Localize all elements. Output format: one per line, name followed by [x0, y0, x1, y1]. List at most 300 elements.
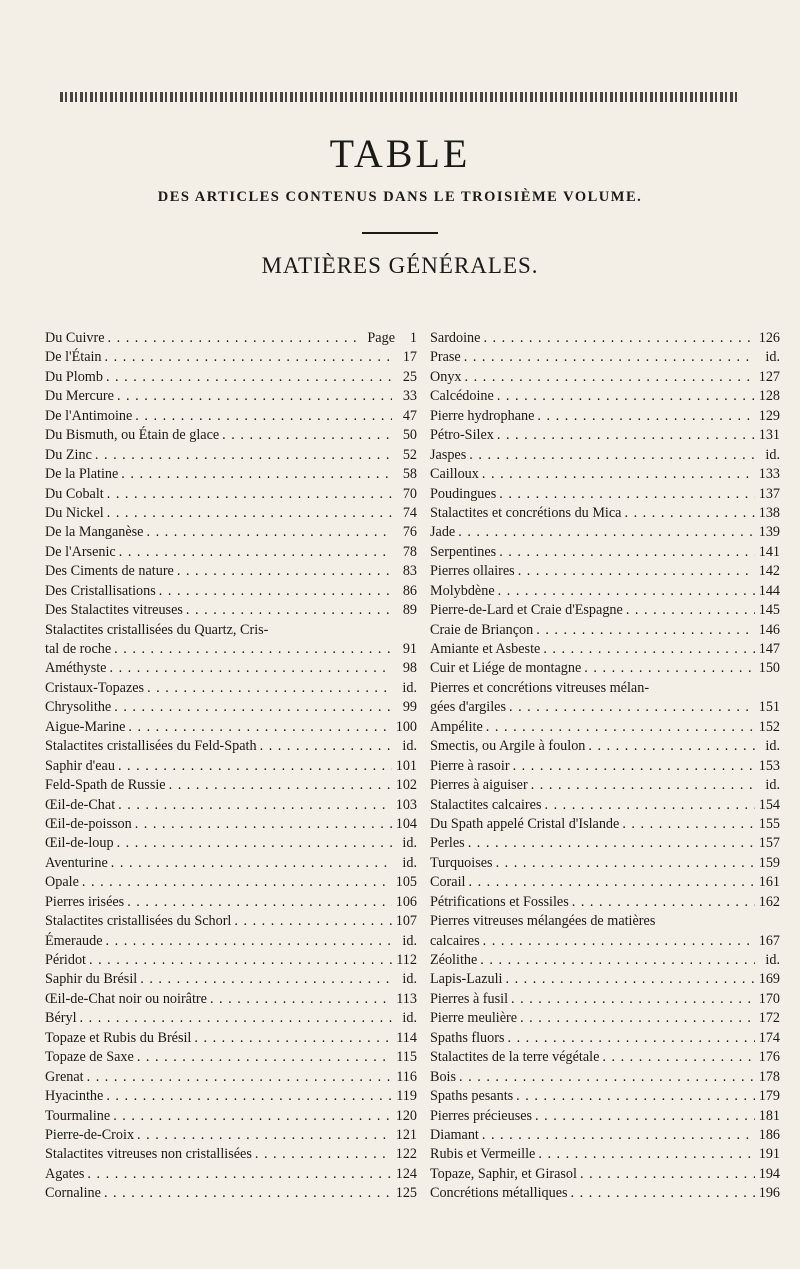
toc-entry-title: Du Cuivre [45, 330, 105, 346]
toc-entry [45, 815, 417, 834]
toc-entry [45, 387, 417, 406]
toc-entry [430, 621, 780, 640]
toc-entry-page: 1 [409, 330, 417, 346]
leader-dots [119, 543, 392, 562]
toc-entry-page: 25 [402, 368, 417, 385]
toc-entry-title: Du Mercure [45, 388, 114, 405]
leader-dots [105, 348, 392, 367]
toc-entry [45, 1145, 417, 1164]
toc-entry-title: De la Platine [45, 466, 119, 483]
leader-dots [135, 407, 392, 426]
toc-entry-title: De l'Étain [45, 349, 102, 366]
leader-dots [121, 465, 392, 484]
toc-entry-page: 91 [402, 641, 417, 657]
toc-entry-page: id. [402, 835, 417, 852]
leader-dots [483, 329, 755, 348]
toc-entry [430, 348, 780, 367]
page-subtitle: DES ARTICLES CONTENUS DANS LE TROISIÈME VOLUME. [157, 189, 643, 205]
toc-entry-title: Topaze de Saxe [45, 1049, 134, 1066]
toc-entry [45, 776, 417, 795]
leader-dots [535, 1107, 755, 1126]
leader-dots [507, 1029, 755, 1048]
toc-entry-page: 115 [396, 1049, 417, 1066]
toc-entry [430, 407, 780, 426]
toc-entry [45, 1029, 417, 1048]
toc-right-column [430, 329, 780, 1204]
leader-dots [80, 1009, 392, 1028]
toc-entry [45, 1107, 417, 1126]
leader-dots [516, 1087, 755, 1106]
leader-dots [468, 873, 755, 892]
toc-entry-page: 114 [396, 1029, 417, 1046]
toc-entry-title: Diamant [430, 1126, 479, 1143]
toc-entry-page: 151 [758, 699, 780, 716]
toc-entry-page: 76 [402, 524, 417, 541]
toc-entry-page: 128 [758, 388, 780, 405]
toc-entry-title: Des Ciments de nature [45, 563, 174, 580]
toc-entry [45, 446, 417, 465]
toc-entry-title: Pierres et concrétions vitreuses mélan- [430, 679, 650, 696]
toc-entry-page: 169 [758, 971, 780, 988]
toc-entry-title: Lapis-Lazuli [430, 971, 503, 988]
toc-entry-page: id. [402, 1010, 417, 1027]
leader-dots [118, 757, 392, 776]
toc-entry-title: Turquoises [430, 854, 493, 871]
toc-entry-title: Des Cristallisations [45, 582, 156, 599]
leader-dots [255, 1145, 392, 1164]
toc-entry [430, 737, 780, 756]
leader-dots [513, 757, 755, 776]
toc-entry-page: 162 [758, 893, 780, 910]
toc-entry-page: 103 [395, 796, 417, 813]
toc-entry-page: id. [765, 349, 780, 366]
toc-entry [430, 1087, 780, 1106]
toc-entry-title: Molybdène [430, 582, 495, 599]
leader-dots [572, 893, 755, 912]
leader-dots [464, 348, 755, 367]
toc-entry-title: De l'Antimoine [45, 407, 133, 424]
toc-entry [45, 796, 417, 815]
leader-dots [95, 446, 392, 465]
toc-entry-page: 104 [395, 815, 417, 832]
toc-entry [45, 1068, 417, 1087]
leader-dots [107, 504, 392, 523]
toc-entry [430, 387, 780, 406]
leader-dots [117, 834, 392, 853]
toc-entry-title: Agates [45, 1165, 85, 1182]
toc-entry-title: Du Spath appelé Cristal d'Islande [430, 815, 620, 832]
toc-entry-page: 105 [395, 874, 417, 891]
toc-entry-title: Du Nickel [45, 504, 104, 521]
toc-entry [430, 523, 780, 542]
toc-entry [45, 485, 417, 504]
toc-entry-title: Jaspes [430, 446, 467, 463]
toc-entry [45, 582, 417, 601]
toc-entry-title: Pierres irisées [45, 893, 125, 910]
leader-dots [497, 426, 755, 445]
toc-entry-title: Opale [45, 874, 79, 891]
toc-entry [45, 543, 417, 562]
toc-entry [430, 854, 780, 873]
toc-entry-page: 98 [402, 660, 417, 677]
toc-entry-title: Calcédoine [430, 388, 494, 405]
toc-entry [45, 640, 417, 659]
toc-entry-title: Craie de Briançon [430, 621, 534, 638]
toc-entry-title: Perles [430, 835, 465, 852]
leader-dots [458, 523, 755, 542]
toc-entry-title: Onyx [430, 368, 462, 385]
toc-entry [430, 1048, 780, 1067]
toc-entry-page: 178 [758, 1068, 780, 1085]
toc-entry [45, 348, 417, 367]
leader-dots [104, 1184, 392, 1203]
toc-entry-page: 144 [758, 582, 780, 599]
toc-entry-title: Grenat [45, 1068, 84, 1085]
toc-entry-title: Chrysolithe [45, 699, 112, 716]
toc-entry-title: Pierre-de-Lard et Craie d'Espagne [430, 602, 623, 619]
toc-entry-title: Corail [430, 874, 466, 891]
toc-entry-page: 52 [402, 446, 417, 463]
toc-entry-page: 126 [758, 330, 780, 346]
toc-entry-title: Cuir et Liége de montagne [430, 660, 582, 677]
toc-entry-page: id. [402, 738, 417, 755]
leader-dots [468, 834, 755, 853]
leader-dots [544, 796, 755, 815]
toc-entry [45, 932, 417, 951]
leader-dots [531, 776, 755, 795]
toc-entry-title: Du Plomb [45, 368, 103, 385]
toc-entry-page: 116 [396, 1068, 417, 1085]
leader-dots [114, 698, 392, 717]
toc-entry [45, 368, 417, 387]
toc-entry-title: Stalactites cristallisées du Quartz, Cris- [45, 621, 269, 638]
toc-entry-page: 119 [396, 1088, 417, 1105]
toc-entry-title: Smectis, ou Argile à foulon [430, 738, 586, 755]
toc-entry [45, 1184, 417, 1203]
toc-entry [430, 465, 780, 484]
toc-entry [430, 1068, 780, 1087]
toc-entry [430, 796, 780, 815]
toc-entry-page: 124 [395, 1165, 417, 1182]
toc-entry [430, 932, 780, 951]
toc-entry-page: 174 [758, 1029, 780, 1046]
leader-dots [584, 659, 755, 678]
toc-entry-title: Ampélite [430, 718, 483, 735]
toc-entry [430, 815, 780, 834]
toc-entry-page: 194 [758, 1165, 780, 1182]
toc-entry-page: id. [402, 679, 417, 696]
toc-entry-title: gées d'argiles [430, 699, 506, 716]
toc-entry [430, 679, 780, 698]
leader-dots [194, 1029, 392, 1048]
leader-dots [135, 815, 392, 834]
leader-dots [538, 1145, 755, 1164]
leader-dots [571, 1184, 755, 1203]
toc-entry-page: 167 [758, 932, 780, 949]
leader-dots [483, 932, 755, 951]
toc-entry-title: Pierres vitreuses mélangées de matières [430, 913, 656, 930]
leader-dots [469, 446, 755, 465]
toc-entry [430, 543, 780, 562]
toc-entry-title: Stalactites et concrétions du Mica [430, 504, 622, 521]
leader-dots [87, 1068, 392, 1087]
leader-dots [260, 737, 392, 756]
toc-entry [45, 679, 417, 698]
toc-entry-title: Pierre à rasoir [430, 757, 510, 774]
toc-entry-page: 196 [758, 1185, 780, 1202]
toc-entry-page: 172 [758, 1010, 780, 1027]
leader-dots [113, 1107, 392, 1126]
toc-entry-page: 159 [758, 854, 780, 871]
leader-dots [140, 970, 392, 989]
divider-rule [362, 232, 438, 234]
toc-entry-title: Du Zinc [45, 446, 92, 463]
toc-entry-page: 127 [758, 368, 780, 385]
toc-entry [430, 504, 780, 523]
toc-entry-title: Améthyste [45, 660, 107, 677]
leader-dots [159, 582, 392, 601]
toc-entry [430, 834, 780, 853]
toc-entry [45, 407, 417, 426]
toc-entry-title: Pierre meulière [430, 1010, 518, 1027]
toc-entry-page: 89 [402, 602, 417, 619]
toc-entry-title: Cristaux-Topazes [45, 679, 145, 696]
leader-dots [186, 601, 392, 620]
toc-entry-title: Concrétions métalliques [430, 1185, 568, 1202]
toc-entry-title: Pierre-de-Croix [45, 1126, 135, 1143]
leader-dots [496, 854, 755, 873]
leader-dots [137, 1048, 392, 1067]
toc-entry-title: Œil-de-loup [45, 835, 114, 852]
toc-entry-title: Du Cobalt [45, 485, 104, 502]
toc-entry [45, 1048, 417, 1067]
toc-entry [45, 426, 417, 445]
toc-entry-title: calcaires [430, 932, 480, 949]
toc-entry-page: 155 [758, 815, 780, 832]
leader-dots [210, 990, 392, 1009]
leader-dots [486, 718, 755, 737]
toc-entry-title: Pierres ollaires [430, 563, 515, 580]
toc-entry [45, 621, 417, 640]
leader-dots [518, 562, 755, 581]
toc-entry-page: 137 [758, 485, 780, 502]
leader-dots [509, 698, 755, 717]
toc-entry-page: 170 [758, 990, 780, 1007]
toc-entry [430, 1126, 780, 1145]
toc-entry [430, 1145, 780, 1164]
page-word-label: Page [367, 330, 395, 346]
toc-entry [45, 601, 417, 620]
toc-entry [430, 951, 780, 970]
leader-dots [465, 368, 755, 387]
leader-dots [111, 854, 392, 873]
toc-entry-page: 101 [395, 757, 417, 774]
toc-entry-title: Stalactites cristallisées du Schorl [45, 913, 232, 930]
toc-entry-page: 161 [758, 874, 780, 891]
leader-dots [626, 601, 755, 620]
toc-entry-page: 83 [402, 563, 417, 580]
toc-entry-title: Cornaline [45, 1185, 101, 1202]
toc-entry [430, 873, 780, 892]
toc-entry [430, 582, 780, 601]
leader-dots [588, 737, 755, 756]
toc-entry [45, 465, 417, 484]
toc-entry-page: 150 [758, 660, 780, 677]
toc-entry-title: Pierre hydrophane [430, 407, 535, 424]
toc-entry-page: 47 [402, 407, 417, 424]
leader-dots [128, 718, 392, 737]
toc-entry [45, 873, 417, 892]
toc-entry-page: 120 [395, 1107, 417, 1124]
toc-entry [45, 1087, 417, 1106]
toc-entry-page: 102 [395, 777, 417, 794]
toc-entry-page: 153 [758, 757, 780, 774]
toc-entry [430, 426, 780, 445]
leader-dots [89, 951, 392, 970]
leader-dots [499, 543, 755, 562]
toc-entry-page: 138 [758, 504, 780, 521]
leader-dots [146, 523, 392, 542]
toc-entry [430, 329, 780, 348]
toc-entry-page: 186 [758, 1126, 780, 1143]
toc-entry-title: Serpentines [430, 543, 497, 560]
toc-entry-page: id. [765, 777, 780, 794]
toc-entry-page: id. [402, 854, 417, 871]
leader-dots [114, 640, 392, 659]
toc-entry-page: 112 [396, 952, 417, 968]
toc-entry-title: Pierres à aiguiser [430, 777, 528, 794]
toc-entry-title: Bois [430, 1068, 457, 1085]
toc-entry-title: Prase [430, 349, 461, 366]
toc-entry-page: 157 [758, 835, 780, 852]
toc-entry-page: 74 [402, 504, 417, 521]
toc-entry-page: 33 [402, 388, 417, 405]
leader-dots [108, 329, 361, 348]
toc-entry-title: Sardoine [430, 330, 481, 346]
toc-entry [45, 854, 417, 873]
toc-entry [430, 446, 780, 465]
leader-dots [482, 1126, 755, 1145]
toc-entry-page: 179 [758, 1088, 780, 1105]
page-title: TABLE [329, 131, 471, 176]
toc-entry [430, 601, 780, 620]
toc-entry-page: 58 [402, 466, 417, 483]
toc-entry-title: Pétro-Silex [430, 427, 494, 444]
toc-entry [430, 912, 780, 931]
toc-entry-title: Pétrifications et Fossiles [430, 893, 569, 910]
toc-entry-page: 181 [758, 1107, 780, 1124]
leader-dots [169, 776, 392, 795]
leader-dots [480, 951, 755, 970]
toc-entry [430, 1165, 780, 1184]
toc-entry-title: Cailloux [430, 466, 479, 483]
toc-entry [430, 562, 780, 581]
toc-entry [45, 562, 417, 581]
toc-entry [430, 718, 780, 737]
toc-entry [430, 757, 780, 776]
toc-entry [45, 737, 417, 756]
leader-dots [536, 621, 755, 640]
toc-entry-title: Stalactites vitreuses non cristallisées [45, 1146, 252, 1163]
toc-entry-title: Œil-de-Chat [45, 796, 116, 813]
toc-entry-title: Des Stalactites vitreuses [45, 602, 183, 619]
toc-entry [430, 1107, 780, 1126]
leader-dots [106, 932, 392, 951]
leader-dots [177, 562, 392, 581]
toc-entry-page: 139 [758, 524, 780, 541]
toc-entry-title: Pierres à fusil [430, 990, 509, 1007]
toc-entry-page: 152 [758, 718, 780, 735]
leader-dots [234, 912, 392, 931]
toc-entry-title: Aventurine [45, 854, 108, 871]
decorative-header-band [60, 92, 740, 102]
toc-entry-page: 145 [758, 602, 780, 619]
toc-entry-page: 70 [402, 485, 417, 502]
toc-entry [45, 504, 417, 523]
toc-entry-title: Stalactites calcaires [430, 796, 542, 813]
toc-entry-title: Béryl [45, 1010, 77, 1027]
toc-entry [45, 1126, 417, 1145]
toc-entry-page: 147 [758, 641, 780, 657]
toc-entry-page: 122 [395, 1146, 417, 1163]
toc-entry-title: Zéolithe [430, 952, 478, 968]
leader-dots [147, 679, 392, 698]
leader-dots [106, 368, 392, 387]
toc-entry [45, 834, 417, 853]
toc-entry-title: Topaze, Saphir, et Girasol [430, 1165, 577, 1182]
toc-entry-title: Stalactites de la terre végétale [430, 1049, 600, 1066]
toc-entry-page: id. [765, 952, 780, 968]
leader-dots [118, 796, 392, 815]
toc-entry [430, 990, 780, 1009]
leader-dots [537, 407, 755, 426]
toc-entry [45, 659, 417, 678]
leader-dots [499, 485, 755, 504]
toc-entry [430, 970, 780, 989]
toc-entry [45, 698, 417, 717]
toc-entry-title: Feld-Spath de Russie [45, 777, 166, 794]
leader-dots [511, 990, 755, 1009]
toc-entry [45, 990, 417, 1009]
toc-entry [45, 757, 417, 776]
leader-dots [109, 659, 392, 678]
toc-entry-page: id. [765, 738, 780, 755]
toc-entry-page: id. [402, 971, 417, 988]
leader-dots [602, 1048, 755, 1067]
toc-entry [430, 640, 780, 659]
toc-entry-title: Saphir d'eau [45, 757, 115, 774]
toc-entry-title: Pierres précieuses [430, 1107, 533, 1124]
toc-entry-title: Émeraude [45, 932, 103, 949]
toc-entry-page: 131 [758, 427, 780, 444]
toc-entry-title: Du Bismuth, ou Étain de glace [45, 427, 220, 444]
toc-entry [430, 485, 780, 504]
toc-entry-page: 106 [395, 893, 417, 910]
toc-entry [430, 776, 780, 795]
toc-entry-title: Spaths fluors [430, 1029, 505, 1046]
toc-entry-page: 86 [402, 582, 417, 599]
leader-dots [82, 873, 392, 892]
toc-entry-page: 78 [402, 543, 417, 560]
toc-entry [45, 893, 417, 912]
toc-entry-page: 99 [402, 699, 417, 716]
toc-entry [430, 698, 780, 717]
toc-entry [430, 1009, 780, 1028]
toc-entry-page: 125 [395, 1185, 417, 1202]
toc-entry-title: De la Manganèse [45, 524, 144, 541]
toc-entry-page: 100 [395, 718, 417, 735]
toc-entry [430, 1029, 780, 1048]
